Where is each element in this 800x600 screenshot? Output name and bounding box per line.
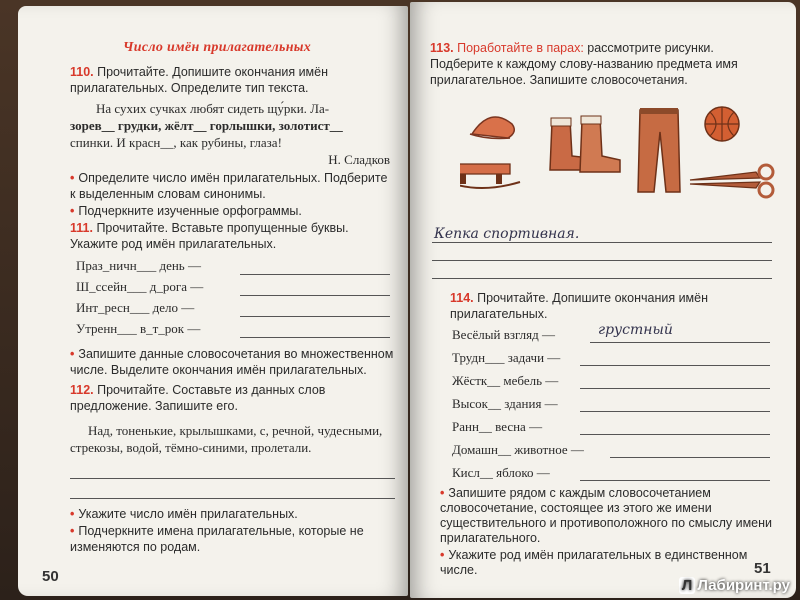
exercise-112 [70, 382, 396, 414]
ex112-words: Над, тоненькие, крылышками, с, речной, чудесными, стрекозы, водой, тёмно-синими, пролетали. [70, 423, 383, 455]
exercise-113 [430, 40, 770, 88]
ex113-task: рассмотрите рисунки. Подберите к каждому слову-названию предмета имя прилагательное. Запишите словосочетания. [430, 41, 738, 87]
ex114-row: Жёстк__ мебель — [452, 373, 559, 388]
answer-line [610, 457, 770, 458]
answer-line [432, 278, 772, 279]
ex110-task: Прочитайте. Допишите окончания имён прилагательных. Определите тип текста. [70, 65, 329, 95]
poem-author: Н. Сладков [328, 152, 390, 167]
ex111-task-1: • Запишите данные словосочетания во множественном числе. Выделите окончания имён прилагательных. [70, 347, 394, 377]
answer-line [432, 242, 772, 243]
ex114-task-2: • Укажите род имён прилагательных в единственном числе. [440, 548, 748, 577]
watermark-text: Лабиринт.ру [697, 577, 790, 594]
ex114-number: 114. [450, 291, 474, 305]
page-number-right: 51 [754, 560, 771, 577]
ex111-row: Утренн___ в_т_рок — [76, 321, 201, 336]
ex113-handwritten-answer: Кепка спортивная. [434, 226, 580, 242]
ball-icon [705, 107, 739, 141]
answer-line [580, 411, 770, 412]
ex114-row: Кисл__ яблоко — [452, 465, 550, 480]
poem-line: На сухих сучках любят сидеть щу́рки. Ла- [96, 101, 330, 116]
watermark-logo: Л [679, 577, 696, 594]
answer-line [580, 480, 770, 481]
skates-icon [460, 164, 520, 188]
task-text: Подчеркните изученные орфограммы. [78, 204, 302, 218]
exercise-111 [70, 220, 396, 252]
ex113-pictures [460, 102, 780, 202]
task-text: Подчеркните имена прилагательные, которые не изменяются по родам. [70, 524, 364, 554]
ex111-task: Прочитайте. Вставьте пропущенные буквы. Укажите род имён прилагательных. [70, 221, 349, 251]
poem-line: зорев__ грудки, жёлт__ горлышки, золотист__ [70, 118, 343, 133]
ex110-poem [70, 100, 400, 168]
exercise-110 [70, 64, 396, 96]
answer-line [240, 316, 390, 317]
exercise-114 [450, 290, 780, 322]
task-text: Укажите число имён прилагательных. [78, 507, 298, 521]
ex112-number: 112. [70, 383, 94, 397]
answer-line [240, 295, 390, 296]
ex111-row: Инт_ресн___ дело — [76, 300, 195, 315]
ex114-row: Весёлый взгляд — [452, 327, 556, 342]
ex111-number: 111. [70, 221, 93, 235]
ex114-handwritten-answer: грустный [598, 322, 673, 338]
section-heading: Число имён прилагательных [123, 40, 312, 55]
page-number-left: 50 [42, 568, 59, 585]
ex111-row: Праз_ничн___ день — [76, 258, 201, 273]
ex112-task: Прочитайте. Составьте из данных слов предложение. Запишите его. [70, 383, 326, 413]
boots-icon [550, 116, 620, 172]
ex113-lead: Поработайте в парах: [457, 41, 584, 55]
answer-line [580, 434, 770, 435]
ex114-task-1: • Запишите рядом с каждым словосочетанием словосочетание, состоящее из этого же имени существительного и противоположного по смыслу имени прилагательного. [440, 486, 773, 545]
right-page [410, 2, 796, 598]
answer-line [70, 498, 395, 499]
ex112-task-1: • Укажите число имён прилагательных. [70, 507, 298, 521]
ex112-task-2: • Подчеркните имена прилагательные, которые не изменяются по родам. [70, 524, 364, 554]
task-text: Определите число имён прилагательных. Подберите к выделенным словам синонимы. [70, 171, 388, 201]
ex111-row: Ш_ссейн___ д_рога — [76, 279, 204, 294]
watermark [679, 577, 792, 594]
ex113-number: 113. [430, 41, 454, 55]
answer-line [70, 478, 395, 479]
ex110-task-1: • Определите число имён прилагательных. Подберите к выделенным словам синонимы. [70, 171, 388, 201]
ex114-row: Трудн___ задачи — [452, 350, 561, 365]
task-text: Укажите род имён прилагательных в единственном числе. [440, 548, 748, 577]
ex114-row: Домашн__ животное — [452, 442, 584, 457]
ex110-task-2: • Подчеркните изученные орфограммы. [70, 204, 302, 218]
answer-line [580, 388, 770, 389]
answer-line [580, 365, 770, 366]
ex114-row: Ранн__ весна — [452, 419, 543, 434]
left-page [18, 6, 408, 596]
trousers-icon [638, 108, 680, 192]
answer-line [240, 274, 390, 275]
task-text: Запишите рядом с каждым словосочетанием словосочетание, состоящее из этого же имени существительного и противоположного по смыслу имени прилагательного. [440, 486, 773, 545]
ex114-task: Прочитайте. Допишите окончания имён прилагательных. [450, 291, 709, 321]
answer-line [240, 337, 390, 338]
ex110-number: 110. [70, 65, 94, 79]
answer-line [432, 260, 772, 261]
answer-line [590, 342, 770, 343]
task-text: Запишите данные словосочетания во множественном числе. Выделите окончания имён прилагательных. [70, 347, 394, 377]
cap-icon [470, 117, 514, 139]
poem-line: спинки. И красн__, как рубины, глаза! [70, 135, 282, 150]
scissors-icon [690, 165, 773, 197]
ex114-row: Высок__ здания — [452, 396, 558, 411]
